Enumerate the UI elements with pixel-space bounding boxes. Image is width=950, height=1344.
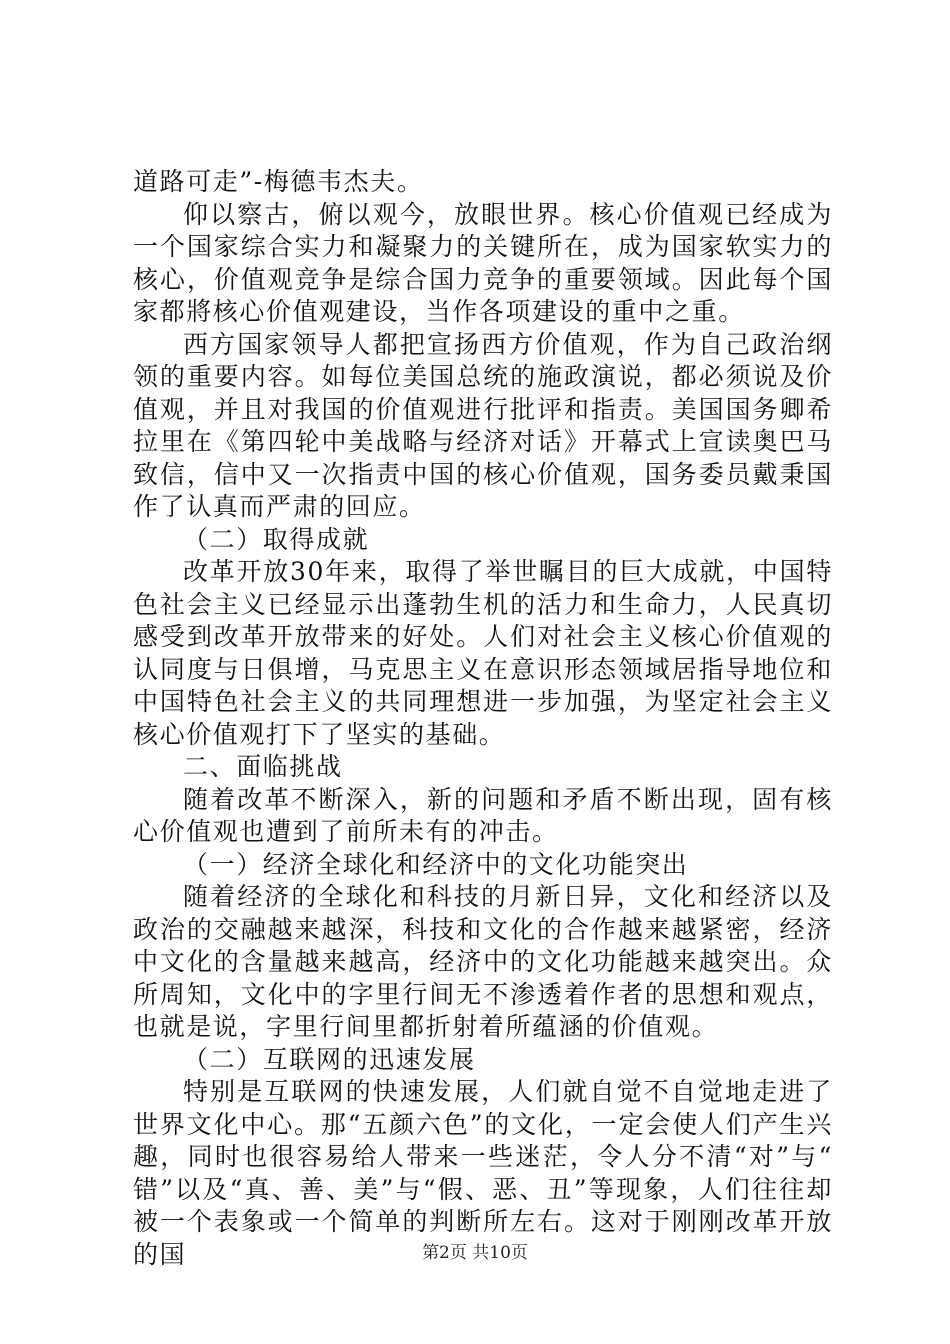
paragraph-globalization: 随着经济的全球化和科技的月新日异，文化和经济以及政治的交融越来越深，科技和文化的合作越来越紧密，经济中文化的含量越来越高，经济中的文化功能越来越突出。众所周知，文化中的字里行间无不渗透着作者的思想和观点，也就是说，字里行间里都折射着所蕴涵的价值观。 (133, 882, 833, 1041)
paragraph-internet: 特别是互联网的快速发展，人们就自觉不自觉地走进了世界文化中心。那“五颜六色”的文化，一定会使人们产生兴趣，同时也很容易给人带来一些迷茫，令人分不清“对”与“错”以及“真、善、美”与“假、恶、丑”等现象，人们往往却被一个表象或一个简单的判断所左右。这对于刚刚改革开放的国 (133, 1077, 833, 1269)
paragraph-core-values: 仰以察古，俯以观今，放眼世界。核心价值观已经成为一个国家综合实力和凝聚力的关键所在，成为国家软实力的核心，价值观竞争是综合国力竞争的重要领域。因此每个国家都將核心价值观建设，当作各项建设的重中之重。 (133, 199, 833, 326)
page-number-footer: 第2页 共10页 (422, 1243, 528, 1263)
paragraph-challenges-intro: 随着改革不断深入，新的问题和矛盾不断出现，固有核心价值观也遭到了前所未有的冲击。 (133, 784, 833, 846)
section-heading-globalization: （一）经济全球化和经济中的文化功能突出 (183, 849, 689, 879)
paragraph-quote-ending: 道路可走”-梅德韦杰夫。 (133, 167, 424, 196)
paragraph-reform-achievements: 改革开放30年来，取得了举世瞩目的巨大成就，中国特色社会主义已经显示出蓬勃生机的活力和生命力，人民真切感受到改革开放带来的好处。人们对社会主义核心价值观的认同度与日俱增，马克思主义在意识形态领域居指导地位和中国特色社会主义的共同理想进一步加强，为坚定社会主义核心价值观打下了坚实的基础。 (133, 557, 833, 749)
paragraph-western-leaders: 西方国家领导人都把宣扬西方价值观，作为自己政治纲领的重要内容。如每位美国总统的施政演说，都必须说及价值观，并且对我国的价值观进行批评和指责。美国国务卿希拉里在《第四轮中美战略与经济对话》开幕式上宣读奥巴马致信，信中又一次指责中国的核心价值观，国务委员戴秉国作了认真而严肃的回应。 (133, 329, 833, 521)
document-body (133, 166, 833, 1271)
section-heading-internet: （二）互联网的迅速发展 (183, 1044, 476, 1074)
section-heading-challenges: 二、面临挑战 (183, 752, 343, 781)
section-heading-achievements: （二）取得成就 (183, 524, 370, 554)
